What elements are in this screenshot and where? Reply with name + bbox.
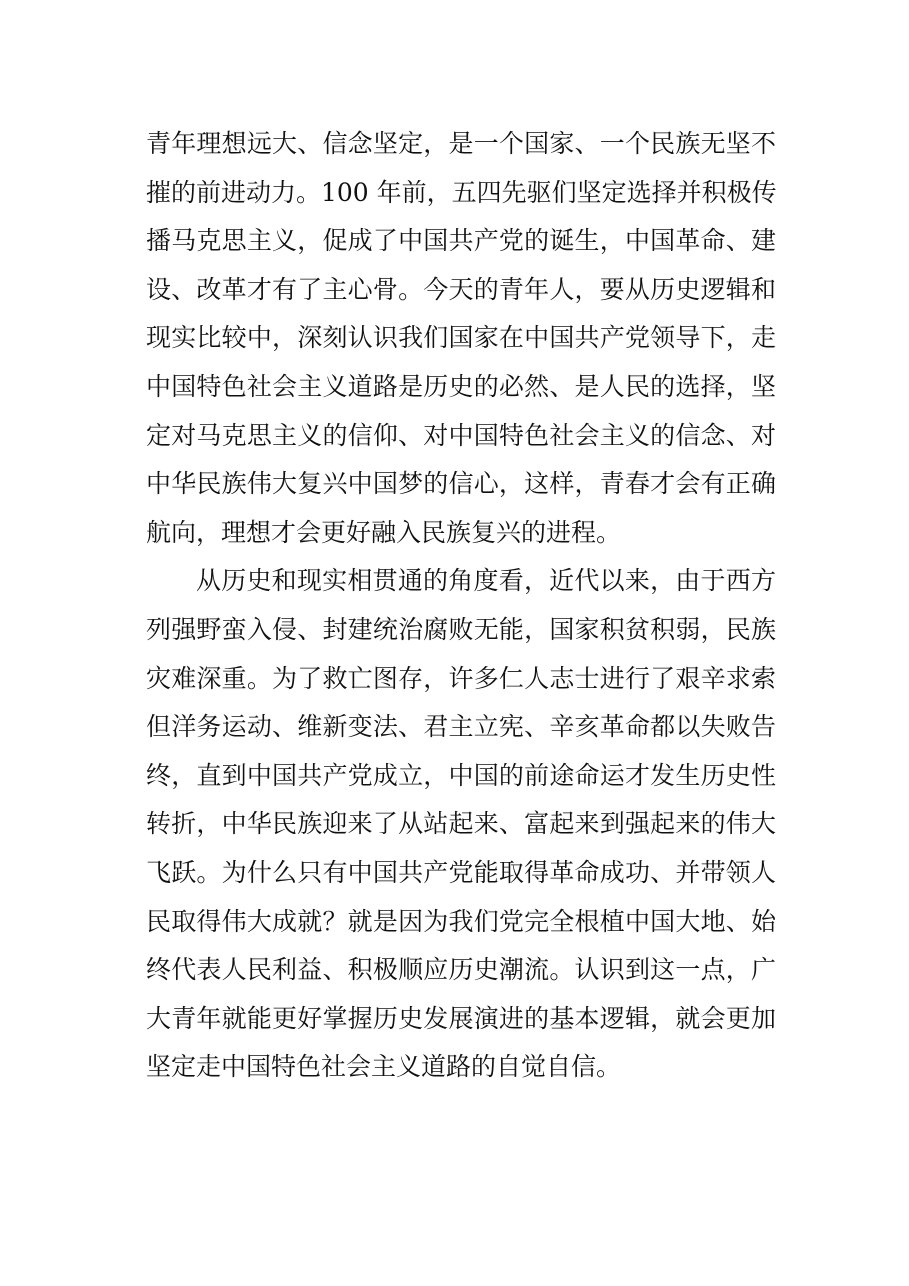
paragraph-line: 但洋务运动、维新变法、君主立宪、辛亥革命都以失败告 [146,712,776,742]
paragraph-line: 灾难深重。为了救亡图存，许多仁人志士进行了艰辛求索 [146,663,776,693]
paragraph-line: 终代表人民利益、积极顺应历史潮流。认识到这一点，广 [146,955,776,985]
paragraph-line: 现实比较中，深刻认识我们国家在中国共产党领导下，走 [146,323,776,353]
paragraph-line: 飞跃。为什么只有中国共产党能取得革命成功、并带领人 [146,857,776,887]
paragraph-line: 设、改革才有了主心骨。今天的青年人，要从历史逻辑和 [146,274,776,304]
paragraph-line: 航向，理想才会更好融入民族复兴的进程。 [146,517,622,547]
paragraph-line: 列强野蛮入侵、封建统治腐败无能，国家积贫积弱，民族 [146,614,776,644]
paragraph-line: 摧的前进动力。100 年前，五四先驱们坚定选择并积极传 [146,177,777,207]
paragraph-line: 中华民族伟大复兴中国梦的信心，这样，青春才会有正确 [146,469,776,499]
paragraph-1 [146,120,776,557]
paragraph-line: 转折，中华民族迎来了从站起来、富起来到强起来的伟大 [146,809,776,839]
paragraph-line: 青年理想远大、信念坚定，是一个国家、一个民族无坚不 [146,129,776,158]
paragraph-line: 民取得伟大成就？就是因为我们党完全根植中国大地、始 [146,906,776,936]
paragraph-line: 播马克思主义，促成了中国共产党的诞生，中国革命、建 [146,226,776,256]
paragraph-line: 从历史和现实相贯通的角度看，近代以来，由于西方 [196,566,776,596]
paragraph-line: 定对马克思主义的信仰、对中国特色社会主义的信念、对 [146,420,776,450]
paragraph-line: 终，直到中国共产党成立，中国的前途命运才发生历史性 [146,760,776,790]
paragraph-line: 坚定走中国特色社会主义道路的自觉自信。 [146,1052,622,1082]
paragraph-line: 大青年就能更好掌握历史发展演进的基本逻辑，就会更加 [146,1003,776,1033]
paragraph-2 [146,557,776,1092]
document-body [146,120,776,1092]
paragraph-line: 中国特色社会主义道路是历史的必然、是人民的选择，坚 [146,371,776,401]
